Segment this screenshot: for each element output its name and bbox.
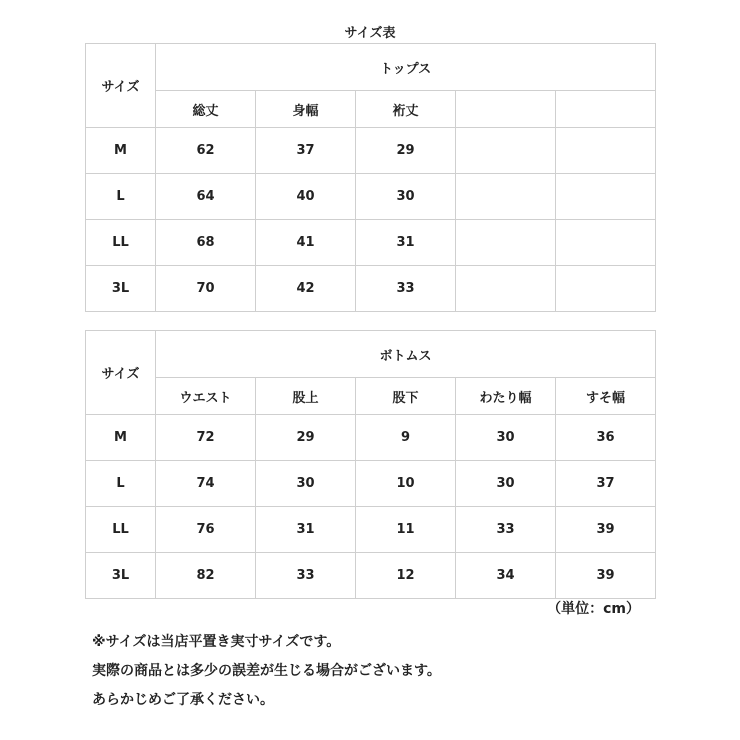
size-label: LL [86,220,156,266]
size-header: サイズ [86,44,156,128]
size-label: 3L [86,553,156,599]
table-cell: 31 [356,220,456,266]
table-cell: 39 [556,507,656,553]
table-cell [456,266,556,312]
table-cell: 74 [156,461,256,507]
table-cell: 30 [356,174,456,220]
size-label: M [86,128,156,174]
table-row [86,220,656,266]
table-cell: 82 [156,553,256,599]
table-row [86,266,656,312]
table-cell: 30 [256,461,356,507]
table-cell: 62 [156,128,256,174]
table-cell [556,174,656,220]
table-cell: 30 [456,415,556,461]
table-cell: 29 [256,415,356,461]
table-cell: 9 [356,415,456,461]
tops-group-label: トップス [156,44,656,91]
table-row [86,553,656,599]
note-line: ※サイズは当店平置き実寸サイズです。 [92,634,341,650]
column-header [556,91,656,128]
table-cell [456,220,556,266]
table-cell: 33 [256,553,356,599]
column-header: 裄丈 [356,91,456,128]
table-cell: 11 [356,507,456,553]
column-header: ウエスト [156,378,256,415]
column-header: 股上 [256,378,356,415]
table-cell: 29 [356,128,456,174]
bottoms-size-table [85,330,656,599]
table-cell: 68 [156,220,256,266]
table-cell: 33 [356,266,456,312]
column-header: 股下 [356,378,456,415]
table-cell: 41 [256,220,356,266]
table-cell [556,128,656,174]
table-cell [556,266,656,312]
size-label: L [86,174,156,220]
table-cell: 40 [256,174,356,220]
table-row [86,507,656,553]
size-label: LL [86,507,156,553]
notes [92,628,441,715]
table-cell: 70 [156,266,256,312]
note-line: 実際の商品とは多少の誤差が生じる場合がございます。 [92,663,441,679]
table-cell: 34 [456,553,556,599]
unit-label: （単位：cm） [547,601,640,617]
table-cell: 12 [356,553,456,599]
table-cell: 39 [556,553,656,599]
table-cell: 10 [356,461,456,507]
table-cell: 64 [156,174,256,220]
size-label: M [86,415,156,461]
table-cell [556,220,656,266]
column-header: すそ幅 [556,378,656,415]
table-cell [456,174,556,220]
table-row [86,415,656,461]
column-header [456,91,556,128]
column-header: 総丈 [156,91,256,128]
column-header: わたり幅 [456,378,556,415]
table-cell: 37 [556,461,656,507]
size-label: L [86,461,156,507]
table-cell: 33 [456,507,556,553]
table-cell: 31 [256,507,356,553]
table-cell: 76 [156,507,256,553]
table-cell: 42 [256,266,356,312]
bottoms-group-label: ボトムス [156,331,656,378]
column-header: 身幅 [256,91,356,128]
tops-size-table [85,43,656,312]
page-title: サイズ表 [344,26,396,41]
table-cell [456,128,556,174]
table-cell: 30 [456,461,556,507]
table-cell: 37 [256,128,356,174]
size-header: サイズ [86,331,156,415]
size-label: 3L [86,266,156,312]
table-cell: 36 [556,415,656,461]
table-cell: 72 [156,415,256,461]
table-row [86,128,656,174]
note-line: あらかじめご了承ください。 [92,692,274,708]
table-row [86,461,656,507]
table-row [86,174,656,220]
